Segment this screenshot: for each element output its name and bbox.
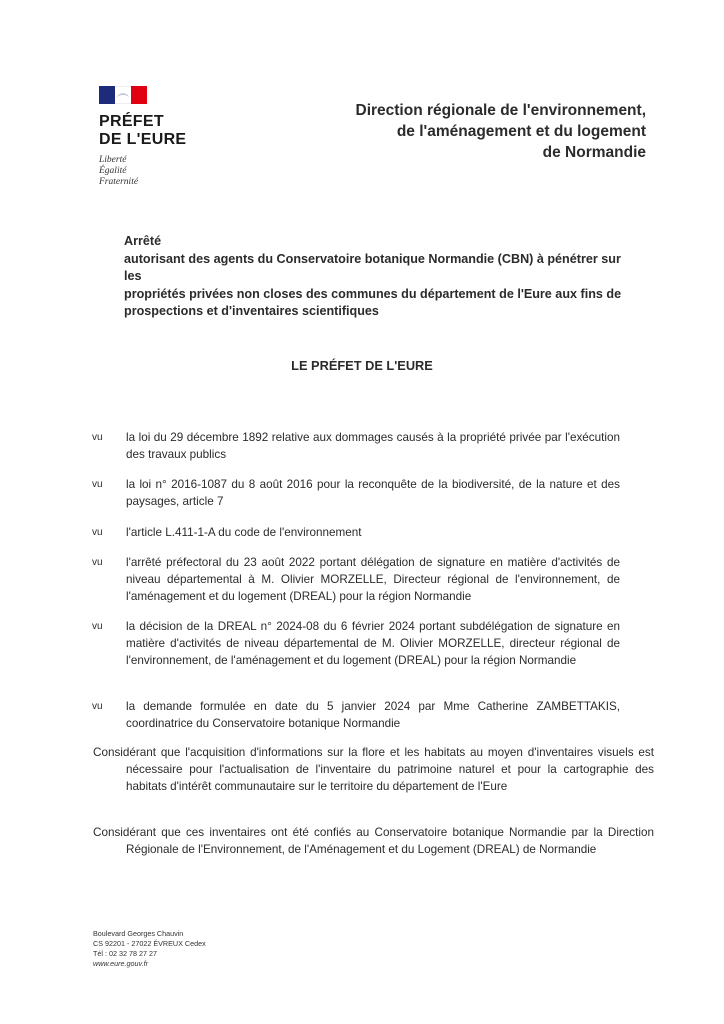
vu-text: la décision de la DREAL n° 2024-08 du 6 février 2024 portant subdélégation de signature en matière d'activités de niveau départemental de M. Olivier MORZELLE, directeur régional de l'environnement, de l'aménagement et du logement (DREAL) pour la région Normandie xyxy=(126,620,620,667)
authority-line: de l'aménagement et du logement xyxy=(396,123,646,140)
vu-item xyxy=(92,554,620,605)
logo-title-line1: PRÉFET xyxy=(99,113,164,130)
vu-text: la loi du 29 décembre 1892 relative aux dommages causés à la propriété privée par l'exécution des travaux publics xyxy=(126,431,620,461)
decree-label: Arrêté xyxy=(124,234,162,248)
vu-item xyxy=(92,476,620,510)
motto-fraternite: Fraternité xyxy=(99,177,139,187)
vu-item xyxy=(92,429,620,463)
issuing-authority xyxy=(356,100,647,163)
vu-label: vu xyxy=(92,527,103,538)
logo-title-line2: DE L'EURE xyxy=(99,131,187,148)
vu-text: l'article L.411-1-A du code de l'environnement xyxy=(126,526,362,539)
vu-label: vu xyxy=(92,621,103,632)
logo-title xyxy=(99,113,209,149)
section-heading: LE PRÉFET DE L'EURE xyxy=(291,358,433,373)
republic-flag-icon xyxy=(99,86,147,104)
vu-text: la demande formulée en date du 5 janvier 2024 par Mme Catherine ZAMBETTAKIS, coordinatrice du Conservatoire botanique Normandie xyxy=(126,700,620,730)
considerant-paragraph: Considérant que l'acquisition d'informations sur la flore et les habitats au moyen d'inventaires visuels est nécessaire pour l'actualisation de l'inventaire du patrimoine naturel et pour la cartographie des habitats d'intérêt communautaire sur le territoire du département de l'Eure xyxy=(93,746,654,793)
considerant-paragraph: Considérant que ces inventaires ont été confiés au Conservatoire botanique Normandie par la Direction Régionale de l'Environnement, de l'Aménagement et du Logement (DREAL) de Normandie xyxy=(93,826,654,856)
motto-liberte: Liberté xyxy=(99,155,127,165)
vu-label: vu xyxy=(92,479,103,490)
footer-address-line: CS 92201 - 27022 ÉVREUX Cedex xyxy=(93,939,206,948)
decree-title-line: autorisant des agents du Conservatoire botanique Normandie (CBN) à pénétrer sur les xyxy=(124,251,621,283)
vu-label: vu xyxy=(92,432,103,443)
vu-text: la loi n° 2016-1087 du 8 août 2016 pour la reconquête de la biodiversité, de la nature et des paysages, article 7 xyxy=(126,478,620,508)
footer-website: www.eure.gouv.fr xyxy=(93,959,148,968)
vu-item xyxy=(92,524,620,541)
republic-motto xyxy=(99,155,209,188)
footer-phone: Tél : 02 32 78 27 27 xyxy=(93,949,157,958)
vu-label: vu xyxy=(92,557,103,568)
vu-label: vu xyxy=(92,701,103,712)
vu-item xyxy=(92,698,620,732)
motto-egalite: Égalité xyxy=(99,166,127,176)
footer-contact xyxy=(93,929,206,969)
prefecture-logo xyxy=(99,86,209,188)
vu-item xyxy=(92,618,620,669)
footer-address-line: Boulevard Georges Chauvin xyxy=(93,929,184,938)
authority-line: de Normandie xyxy=(542,144,646,161)
vu-text: l'arrêté préfectoral du 23 août 2022 portant délégation de signature en matière d'activités de niveau départemental à M. Olivier MORZELLE, Directeur régional de l'environnement, de l'aménagement et du logement (DREAL) pour la région Normandie xyxy=(126,556,620,603)
decree-title-line: prospections et d'inventaires scientifiques xyxy=(124,304,379,318)
authority-line: Direction régionale de l'environnement, xyxy=(355,102,646,119)
decree-title-line: propriétés privées non closes des communes du département de l'Eure aux fins de xyxy=(124,286,622,301)
decree-title xyxy=(124,233,629,321)
